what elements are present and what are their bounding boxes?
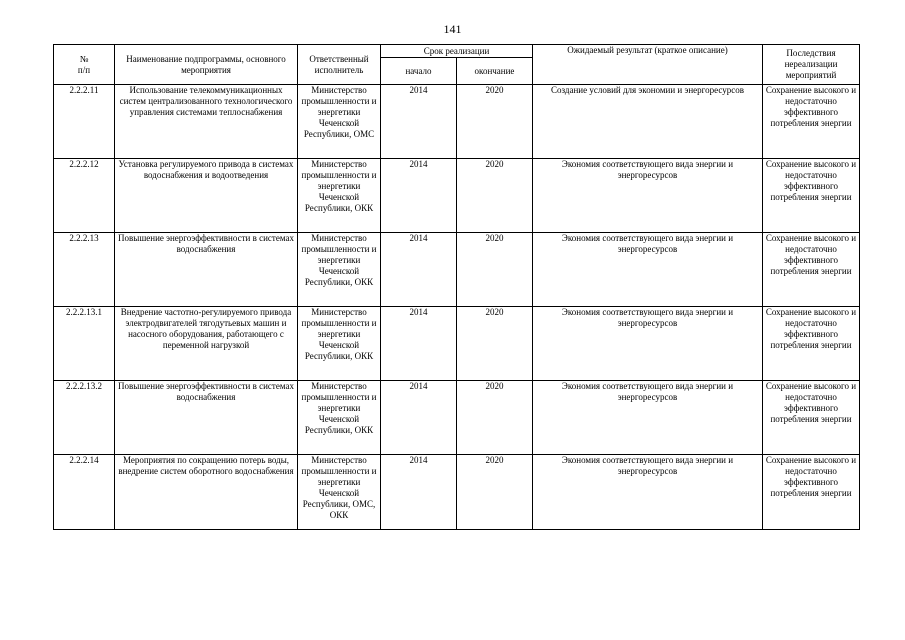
header-end: окончание — [457, 58, 533, 85]
row-name: Повышение энергоэффективности в системах водоснабжения — [115, 233, 298, 307]
page-number: 141 — [443, 22, 462, 36]
header-start: начало — [381, 58, 457, 85]
row-result: Экономия соответствующего вида энергии и энергоресурсов — [533, 381, 763, 455]
row-end: 2020 — [457, 307, 533, 381]
row-result: Создание условий для экономии и энергоресурсов — [533, 85, 763, 159]
row-executor: Министерство промышленности и энергетики Чеченской Республики, ОКК — [298, 159, 381, 233]
row-num: 2.2.2.12 — [54, 159, 115, 233]
row-executor: Министерство промышленности и энергетики Чеченской Республики, ОМС — [298, 85, 381, 159]
row-start: 2014 — [381, 455, 457, 530]
row-executor: Министерство промышленности и энергетики Чеченской Республики, ОМС, ОКК — [298, 455, 381, 530]
measures-table — [53, 44, 860, 530]
header-consequences: Последствия нереализации мероприятий — [763, 45, 860, 85]
row-start: 2014 — [381, 381, 457, 455]
row-consequences: Сохранение высокого и недостаточно эффективного потребления энергии — [763, 85, 860, 159]
row-start: 2014 — [381, 307, 457, 381]
table-row — [54, 159, 860, 233]
row-end: 2020 — [457, 159, 533, 233]
row-num: 2.2.2.13.1 — [54, 307, 115, 381]
row-result: Экономия соответствующего вида энергии и энергоресурсов — [533, 159, 763, 233]
header-executor: Ответственный исполнитель — [298, 45, 381, 85]
row-consequences: Сохранение высокого и недостаточно эффективного потребления энергии — [763, 455, 860, 530]
row-start: 2014 — [381, 85, 457, 159]
table-row — [54, 85, 860, 159]
row-num: 2.2.2.13.2 — [54, 381, 115, 455]
row-name: Мероприятия по сокращению потерь воды, внедрение систем оборотного водоснабжения — [115, 455, 298, 530]
row-name: Использование телекоммуникационных систем централизованного технологического управления системами теплоснабжения — [115, 85, 298, 159]
row-executor: Министерство промышленности и энергетики Чеченской Республики, ОКК — [298, 307, 381, 381]
row-num: 2.2.2.11 — [54, 85, 115, 159]
row-consequences: Сохранение высокого и недостаточно эффективного потребления энергии — [763, 233, 860, 307]
row-result: Экономия соответствующего вида энергии и энергоресурсов — [533, 233, 763, 307]
row-name: Установка регулируемого привода в системах водоснабжения и водоотведения — [115, 159, 298, 233]
table-row — [54, 381, 860, 455]
row-end: 2020 — [457, 85, 533, 159]
header-result: Ожидаемый результат (краткое описание) — [533, 45, 763, 85]
row-executor: Министерство промышленности и энергетики Чеченской Республики, ОКК — [298, 233, 381, 307]
row-executor: Министерство промышленности и энергетики Чеченской Республики, ОКК — [298, 381, 381, 455]
row-start: 2014 — [381, 233, 457, 307]
row-end: 2020 — [457, 233, 533, 307]
row-num: 2.2.2.13 — [54, 233, 115, 307]
row-result: Экономия соответствующего вида энергии и энергоресурсов — [533, 455, 763, 530]
header-num: № п/п — [54, 45, 115, 85]
row-name: Повышение энергоэффективности в системах водоснабжения — [115, 381, 298, 455]
row-start: 2014 — [381, 159, 457, 233]
row-end: 2020 — [457, 381, 533, 455]
row-name: Внедрение частотно-регулируемого привода электродвигателей тягодутьевых машин и насосного оборудования, работающего с переменной нагрузкой — [115, 307, 298, 381]
header-period: Срок реализации — [381, 45, 533, 58]
table-row — [54, 455, 860, 530]
table-row — [54, 307, 860, 381]
row-end: 2020 — [457, 455, 533, 530]
row-result: Экономия соответствующего вида энергии и энергоресурсов — [533, 307, 763, 381]
header-name: Наименование подпрограммы, основного мероприятия — [115, 45, 298, 85]
row-consequences: Сохранение высокого и недостаточно эффективного потребления энергии — [763, 381, 860, 455]
row-consequences: Сохранение высокого и недостаточно эффективного потребления энергии — [763, 307, 860, 381]
row-num: 2.2.2.14 — [54, 455, 115, 530]
table-row — [54, 233, 860, 307]
row-consequences: Сохранение высокого и недостаточно эффективного потребления энергии — [763, 159, 860, 233]
table-header — [54, 45, 860, 85]
